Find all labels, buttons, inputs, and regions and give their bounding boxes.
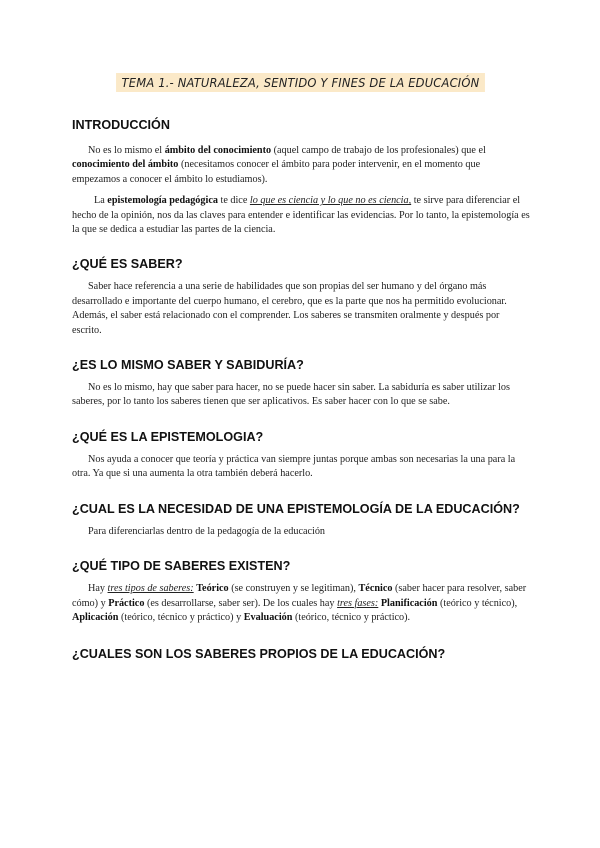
heading-tipos-saberes: ¿QUÉ TIPO DE SABERES EXISTEN?: [72, 559, 291, 574]
heading-saber-sabiduria: ¿ES LO MISMO SABER Y SABIDURÍA?: [72, 358, 304, 373]
paragraph-intro-1: [72, 144, 530, 187]
document-body: [72, 118, 530, 661]
text-run: (es desarrollarse, saber ser). De los cuales hay: [144, 597, 338, 609]
title-container: [0, 73, 600, 92]
bold-term: Práctico: [108, 597, 145, 609]
bold-term: Aplicación: [72, 611, 119, 623]
text-run: Hay: [88, 583, 108, 595]
text-run: (se construyen y se legitiman),: [228, 583, 359, 595]
text-run: (aquel campo de trabajo de los profesionales) que el: [271, 145, 486, 156]
paragraph-saber: Saber hace referencia a una serie de habilidades que son propias del ser humano y del órgano más desarrollado e importante del cuerpo humano, el cerebro, que es la parte que nos ha permitido evolucionar. Además, el saber está relacionado con el comprender. Los saberes se transmiten oralmente y después por escrito.: [72, 281, 507, 336]
paragraph-tipos: [72, 582, 530, 625]
underlined-text: tres tipos de saberes:: [107, 583, 194, 595]
underlined-text: tres fases:: [337, 597, 379, 609]
bold-term: Teórico: [196, 583, 229, 595]
text-run: (necesitamos conocer el ámbito para poder intervenir, en el momento que empezamos a conocer el ámbito lo estudiamos).: [72, 159, 481, 185]
document-title: TEMA 1.- NATURALEZA, SENTIDO Y FINES DE LA EDUCACIÓN: [116, 73, 485, 92]
paragraph-intro-2: [72, 194, 530, 237]
text-run: (saber hacer para resolver, saber cómo) y: [72, 583, 527, 609]
bold-term: conocimiento del ámbito: [72, 159, 179, 171]
bold-term: Evaluación: [243, 611, 293, 623]
bold-term: epistemología pedagógica: [107, 195, 218, 207]
text-run: No es lo mismo el: [88, 145, 165, 156]
heading-necesidad: ¿CUAL ES LA NECESIDAD DE UNA EPISTEMOLOGÍA DE LA EDUCACIÓN?: [72, 501, 520, 516]
bold-term: ámbito del conocimiento: [164, 145, 272, 156]
bold-term: Planificación: [380, 597, 438, 609]
bold-term: Técnico: [358, 583, 393, 595]
text-run: (teórico, técnico y práctico) y: [118, 611, 244, 623]
text-run: te sirve para diferenciar el hecho de la opinión, nos da las claves para entender e identificar las evidencias. Por lo tanto, la epistemología es la que se dedica a estudiar las partes de la ciencia.: [72, 195, 530, 236]
paragraph-sabiduria: No es lo mismo, hay que saber para hacer, no se puede hacer sin saber. La sabiduría es saber utilizar los saberes, por lo tanto los saberes tienen que ser aplicativos. Es saber hacer con lo que se sabe.: [72, 382, 510, 408]
text-run: La: [94, 195, 108, 207]
text-run: te dice: [217, 195, 250, 207]
paragraph-necesidad: Para diferenciarlas dentro de la pedagogía de la educación: [88, 525, 326, 537]
text-run: (teórico, técnico y práctico).: [292, 611, 411, 623]
heading-introduccion: INTRODUCCIÓN: [72, 118, 170, 132]
heading-epistemologia: ¿QUÉ ES LA EPISTEMOLOGIA?: [72, 429, 264, 444]
heading-que-es-saber: ¿QUÉ ES SABER?: [72, 257, 183, 272]
text-run: (teórico y técnico),: [437, 597, 518, 609]
underlined-text: lo que es ciencia y lo que no es ciencia,: [249, 195, 412, 207]
heading-saberes-propios: ¿CUALES SON LOS SABERES PROPIOS DE LA EDUCACIÓN?: [72, 647, 446, 662]
paragraph-epistemologia: Nos ayuda a conocer que teoría y práctica van siempre juntas porque ambas son necesarias la una para la otra. Ya que si una aumenta la otra también deberá hacerlo.: [72, 453, 516, 480]
